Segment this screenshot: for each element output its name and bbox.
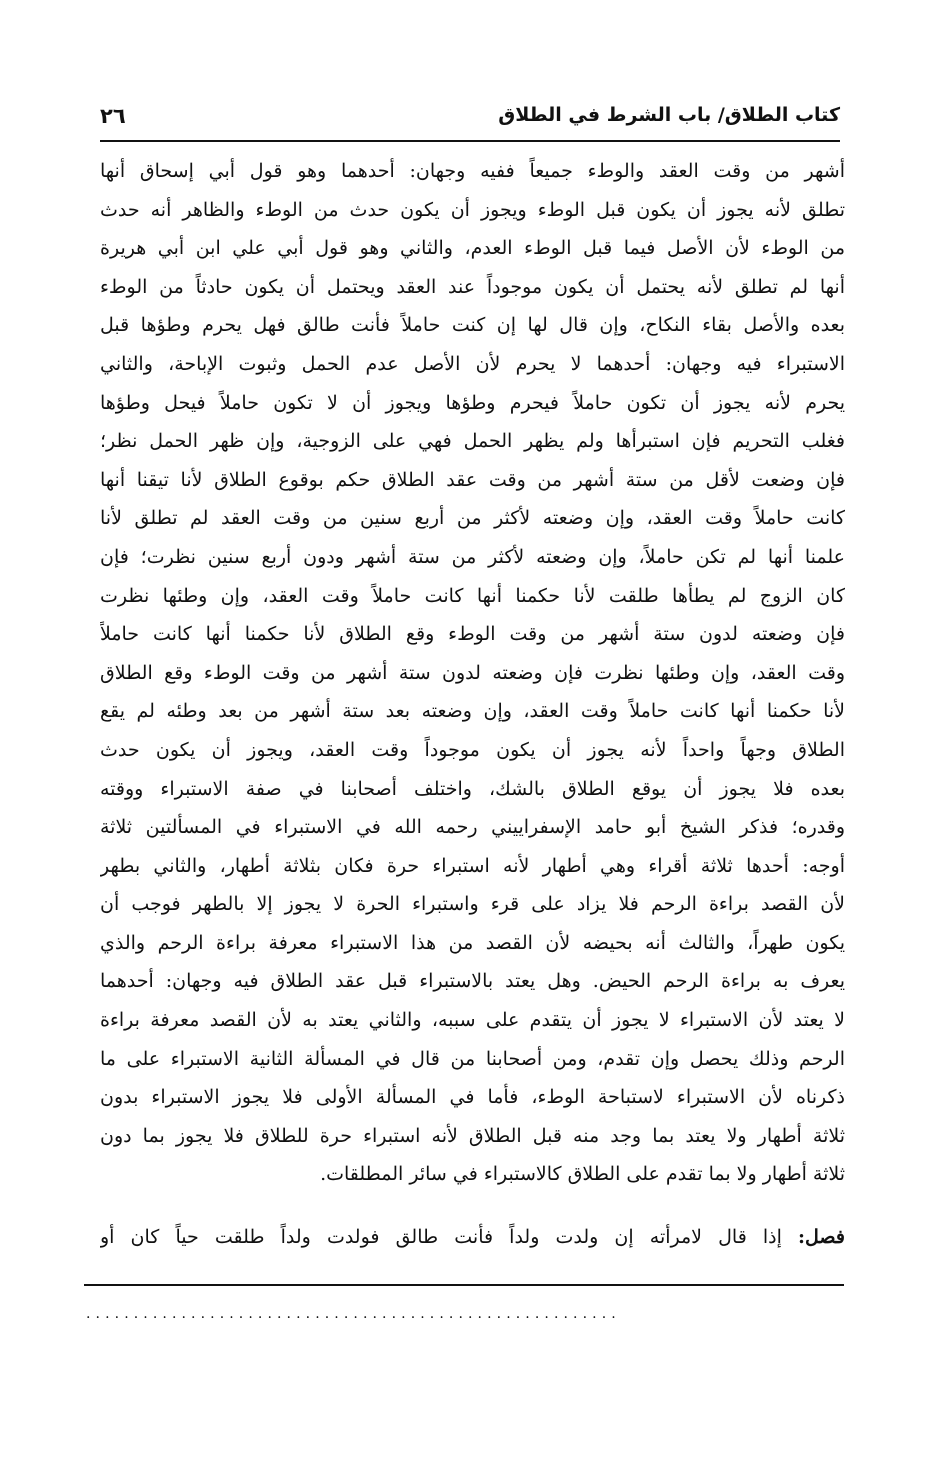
text-line: فإن وضعت لأقل من ستة أشهر من وقت عقد الطلاق حكم بوقوع الطلاق لأنا تيقنا أنها	[100, 468, 845, 491]
page-header	[100, 98, 840, 142]
text-line: يعرف به براءة الرحم الحيض. وهل يعتد بالاستبراء قبل عقد الطلاق فيه وجهان: أحدهما	[100, 970, 845, 993]
text-line: لأنا حكمنا أنها كانت حاملاً وقت العقد، وإن وضعته بعد ستة أشهر من بعد وطئه لم يقع	[100, 700, 845, 723]
body-text	[100, 152, 845, 1194]
footnote-dots: ........................................................	[86, 1306, 621, 1322]
text-line: يحرم لأنه يجوز أن تكون حاملاً فيحرم وطؤها ويجوز أن لا تكون حاملاً فيحل وطؤها	[100, 391, 845, 414]
page-number: ٢٦	[100, 104, 126, 128]
text-line: أنها لم تطلق لأنه يحتمل أن يكون موجوداً عند العقد ويحتمل أن يكون حادثاً من الوطء	[100, 275, 845, 298]
text-line: من الوطء لأن الأصل فيما قبل الوطء العدم، والثاني وهو قول أبي علي ابن أبي هريرة	[100, 237, 845, 260]
text-line: الرحم وذلك يحصل وإن تقدم، ومن أصحابنا من قال في المسألة الثانية الاستبراء على ما	[100, 1047, 845, 1070]
running-title: كتاب الطلاق/ باب الشرط في الطلاق	[498, 104, 840, 126]
text-line: يكون طهراً، والثالث أنه بحيضه لأن القصد من هذا الاستبراء معرفة براءة الرحم والذي	[100, 931, 845, 954]
text-line: أشهر من وقت العقد والوطء جميعاً ففيه وجهان: أحدهما وهو قول أبي إسحاق أنها	[100, 160, 845, 182]
text-line: علمنا أنها لم تكن حاملاً، وإن وضعته لأكثر من ستة أشهر ودون أربع سنين نظرت؛ فإن	[100, 545, 845, 568]
text-line: ذكرناه لأن الاستبراء لاستباحة الوطء، فأما في المسألة الأولى فلا يجوز الاستبراء بدون	[100, 1086, 845, 1109]
text-line: كان الزوج لم يطأها طلقت لأنا حكمنا أنها كانت حاملاً وقت العقد، وإن وطئها نظرت	[100, 584, 845, 607]
text-line: لأن القصد براءة الرحم فلا يزاد على قرء واستبراء الحرة لا يجوز إلا بالطهر فوجب أن	[100, 893, 845, 916]
text-line: ثلاثة أطهار ولا يعتد بما وجد منه قبل الطلاق لأنه استبراء حرة للطلاق فلا يجوز بما دون	[100, 1124, 845, 1147]
footnote-rule	[84, 1284, 844, 1286]
text-line: ثلاثة أطهار ولا بما تقدم على الطلاق كالاستبراء في سائر المطلقات.	[320, 1163, 845, 1186]
text-line: أوجه: أحدها ثلاثة أقراء وهي أطهار لأنه استبراء حرة فكان بثلاثة أطهار، والثاني بطهر	[100, 854, 845, 877]
section-label: فصل:	[798, 1226, 845, 1248]
header-rule	[100, 140, 840, 142]
text-line: الاستبراء فيه وجهان: أحدهما لا يحرم لأن الأصل عدم الحمل وثبوت الإباحة، والثاني	[100, 352, 845, 375]
text-line: بعده والأصل بقاء النكاح، وإن قال لها إن كنت حاملاً فأنت طالق فهل يحرم وطؤها قبل	[100, 314, 845, 337]
text-line: فغلب التحريم فإن استبرأها ولم يظهر الحمل فهي على الزوجية، وإن ظهر الحمل نظر؛	[100, 430, 845, 453]
section-text: إذا قال لامرأته إن ولدت ولداً فأنت طالق فولدت ولداً طلقت حياً كان أو	[100, 1226, 799, 1248]
text-line: وقت العقد، وإن وطئها نظرت فإن وضعته لدون ستة أشهر من وقت الوطء وقع الطلاق	[100, 661, 845, 684]
text-line: بعده فلا يجوز أن يوقع الطلاق بالشك، واختلف أصحابنا في صفة الاستبراء ووقته	[100, 777, 845, 800]
text-line: الطلاق وجهاً واحداً لأنه يجوز أن يكون موجوداً وقت العقد، ويجوز أن يكون حدث	[100, 738, 845, 761]
text-line: وقدره؛ فذكر الشيخ أبو حامد الإسفراييني رحمه الله في الاستبراء في المسألتين ثلاثة	[100, 816, 845, 839]
text-line: فإن وضعته لدون ستة أشهر من وقت الوطء وقع الطلاق لأنا حكمنا أنها كانت حاملاً	[100, 623, 845, 646]
section-paragraph	[100, 1217, 845, 1257]
text-line: تطلق لأنه يجوز أن يكون قبل الوطء ويجوز أن يكون حدث من الوطء والظاهر أنه حدث	[100, 198, 845, 221]
text-line: كانت حاملاً وقت العقد، وإن وضعته لأكثر من أربع سنين من وقت العقد لم تطلق لأنا	[100, 507, 845, 530]
text-line: لا يعتد لأن الاستبراء لا يجوز أن يتقدم على سببه، والثاني يعتد به لأن القصد معرفة براءة	[100, 1009, 845, 1032]
